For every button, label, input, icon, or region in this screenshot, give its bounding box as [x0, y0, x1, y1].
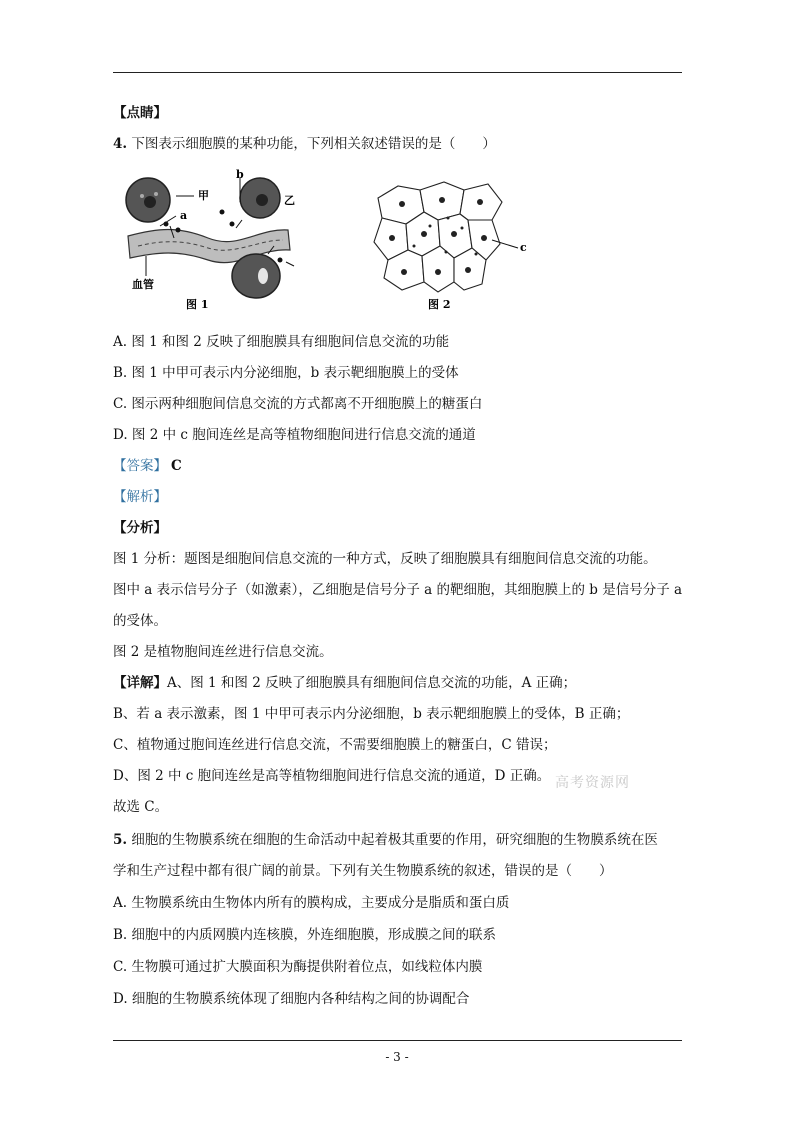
q4-option-a: A. 图 1 和图 2 反映了细胞膜具有细胞间信息交流的功能	[113, 334, 450, 350]
q4-figures	[118, 168, 527, 313]
q5-option-a: A. 生物膜系统由生物体内所有的膜构成，主要成分是脂质和蛋白质	[113, 895, 510, 911]
detail-line: D、图 2 中 c 胞间连丝是高等植物细胞间进行信息交流的通道，D 正确。	[113, 768, 551, 784]
footer-rule	[113, 1040, 682, 1041]
watermark: 高考资源网	[555, 775, 630, 791]
answer-value: C	[171, 458, 182, 474]
analysis-tag: 【解析】	[113, 489, 167, 505]
detail-line-a	[113, 673, 576, 693]
detail-line: C、植物通过胞间连丝进行信息交流，不需要细胞膜上的糖蛋白，C 错误；	[113, 737, 557, 753]
detail-text: A、图 1 和图 2 反映了细胞膜具有细胞间信息交流的功能，A 正确；	[167, 675, 577, 691]
q4-option-b: B. 图 1 中甲可表示内分泌细胞，b 表示靶细胞膜上的受体	[113, 365, 459, 381]
detail-line: 故选 C。	[113, 799, 169, 815]
detail-tag: 【详解】	[113, 675, 167, 691]
label-vessel: 血管	[132, 278, 154, 291]
fenxi-line: 图中 a 表示信号分子（如激素），乙细胞是信号分子 a 的靶细胞，其细胞膜上的 b 是信号分子 a	[113, 582, 683, 598]
dianjing-heading: 【点睛】	[113, 105, 167, 121]
q4-stem	[113, 134, 496, 154]
figure1-diagram	[118, 168, 318, 313]
q4-option-c: C. 图示两种细胞间信息交流的方式都离不开细胞膜上的糖蛋白	[113, 396, 483, 412]
q4-stem-text: 下图表示细胞膜的某种功能，下列相关叙述错误的是（ ）	[131, 136, 496, 152]
fenxi-line: 图 1 分析：题图是细胞间信息交流的一种方式，反映了细胞膜具有细胞间信息交流的功能。	[113, 551, 657, 567]
q5-option-d: D. 细胞的生物膜系统体现了细胞内各种结构之间的协调配合	[113, 991, 470, 1007]
header-rule	[113, 72, 682, 73]
q5-option-c: C. 生物膜可通过扩大膜面积为酶提供附着位点，如线粒体内膜	[113, 959, 483, 975]
label-b: b	[236, 168, 244, 181]
q5-stem-line1	[113, 830, 658, 850]
q5-option-b: B. 细胞中的内质网膜内连核膜，外连细胞膜，形成膜之间的联系	[113, 927, 497, 943]
label-a: a	[180, 209, 188, 222]
q4-option-d: D. 图 2 中 c 胞间连丝是高等植物细胞间进行信息交流的通道	[113, 427, 476, 443]
q5-number: 5.	[113, 832, 128, 848]
q4-answer	[113, 456, 182, 476]
q5-stem-line2: 学和生产过程中都有很广阔的前景。下列有关生物膜系统的叙述，错误的是（ ）	[113, 863, 613, 879]
q5-stem-text: 细胞的生物膜系统在细胞的生命活动中起着极其重要的作用，研究细胞的生物膜系统在医	[131, 832, 658, 848]
fenxi-line: 的受体。	[113, 613, 167, 629]
label-yi: 乙	[284, 194, 295, 207]
cell-lower	[232, 254, 280, 298]
label-jia: 甲	[198, 189, 209, 202]
q4-number: 4.	[113, 136, 128, 152]
label-c: c	[520, 241, 527, 254]
fenxi-tag: 【分析】	[113, 520, 167, 536]
page-number: - 3 -	[385, 1050, 409, 1064]
figure2-diagram	[368, 168, 538, 313]
fenxi-line: 图 2 是植物胞间连丝进行信息交流。	[113, 644, 333, 660]
figure2-caption: 图 2	[428, 298, 451, 311]
figure1-caption: 图 1	[186, 298, 209, 311]
answer-tag: 【答案】	[113, 458, 167, 474]
detail-line: B、若 a 表示激素，图 1 中甲可表示内分泌细胞，b 表示靶细胞膜上的受体，B 正确；	[113, 706, 630, 722]
